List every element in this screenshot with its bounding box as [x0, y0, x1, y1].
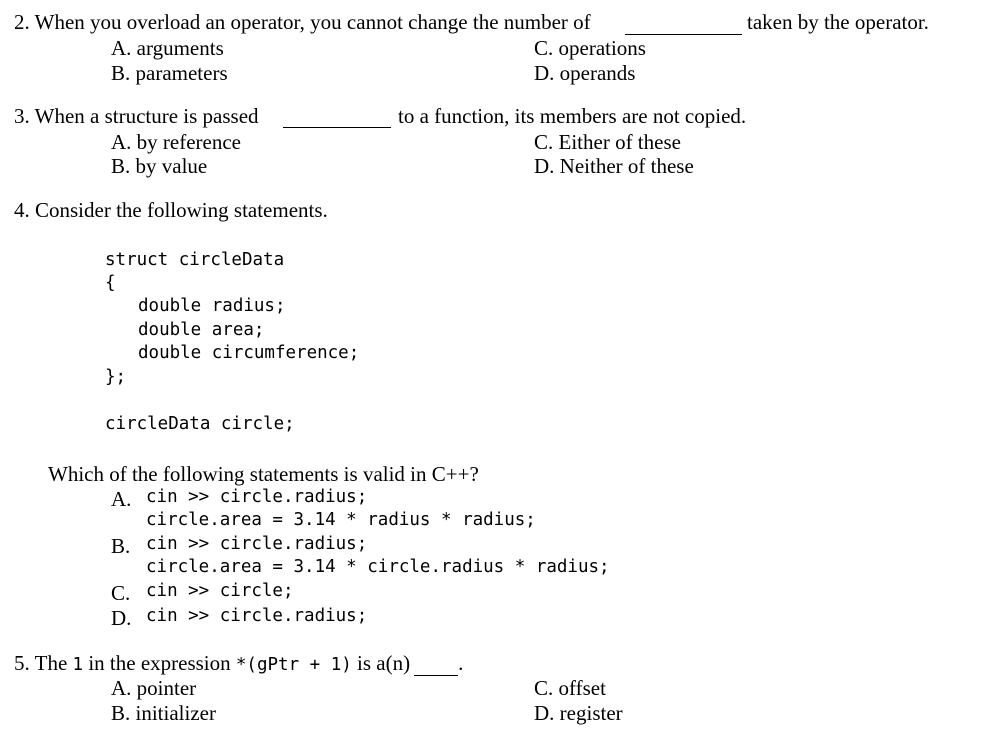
q3-option-a: A. by reference: [111, 130, 241, 154]
q2-blank: [625, 34, 742, 35]
code-line-declaration: circleData circle;: [105, 414, 295, 434]
q4-option-d-line1: cin >> circle.radius;: [146, 606, 368, 626]
q4-option-b-label: B.: [111, 534, 131, 558]
q2-stem: 2. When you overload an operator, you cannot change the number of: [14, 10, 591, 34]
code-line-struct: struct circleData: [105, 250, 285, 270]
q5-stem-pre: 5. The: [14, 651, 68, 675]
q4-option-c-line1: cin >> circle;: [146, 581, 294, 601]
q5-stem-code-expression: *(gPtr + 1): [235, 655, 352, 675]
q4-option-a-label: A.: [111, 487, 132, 511]
code-line-close-brace: };: [105, 367, 127, 387]
q5-option-d: D. register: [534, 701, 623, 725]
q5-option-c: C. offset: [534, 676, 606, 700]
q2-option-a: A. arguments: [111, 36, 224, 60]
q3-stem: 3. When a structure is passed: [14, 104, 259, 128]
q5-stem: [14, 651, 463, 677]
q5-stem-code-one: 1: [72, 655, 84, 675]
q5-blank: [414, 651, 458, 676]
q5-stem-post: is a(n): [357, 651, 411, 675]
q2-option-d: D. operands: [534, 61, 636, 85]
q2-option-c: C. operations: [534, 36, 646, 60]
code-line-radius: double radius;: [138, 296, 286, 316]
q2-stem-end: taken by the operator.: [747, 10, 929, 34]
code-line-area: double area;: [138, 320, 265, 340]
q4-option-d-label: D.: [111, 606, 132, 630]
q2-option-b: B. parameters: [111, 61, 228, 85]
q5-stem-mid: in the expression: [88, 651, 231, 675]
code-line-circumference: double circumference;: [138, 343, 360, 363]
q4-option-a-line1: cin >> circle.radius;: [146, 487, 368, 507]
q4-option-b-line2: circle.area = 3.14 * circle.radius * radius;: [146, 557, 610, 577]
q4-option-a-line2: circle.area = 3.14 * radius * radius;: [146, 510, 536, 530]
q5-stem-end: .: [458, 651, 464, 675]
q4-option-c-label: C.: [111, 581, 131, 605]
q3-option-b: B. by value: [111, 154, 208, 178]
q3-option-c: C. Either of these: [534, 130, 681, 154]
q4-stem: 4. Consider the following statements.: [14, 198, 328, 222]
q5-option-b: B. initializer: [111, 701, 216, 725]
code-line-open-brace: {: [105, 273, 116, 293]
q3-blank: [283, 127, 391, 128]
q5-option-a: A. pointer: [111, 676, 197, 700]
q3-stem-end: to a function, its members are not copied.: [398, 104, 747, 128]
q4-question: Which of the following statements is valid in C++?: [48, 462, 479, 486]
q3-option-d: D. Neither of these: [534, 154, 694, 178]
q4-option-b-line1: cin >> circle.radius;: [146, 534, 368, 554]
